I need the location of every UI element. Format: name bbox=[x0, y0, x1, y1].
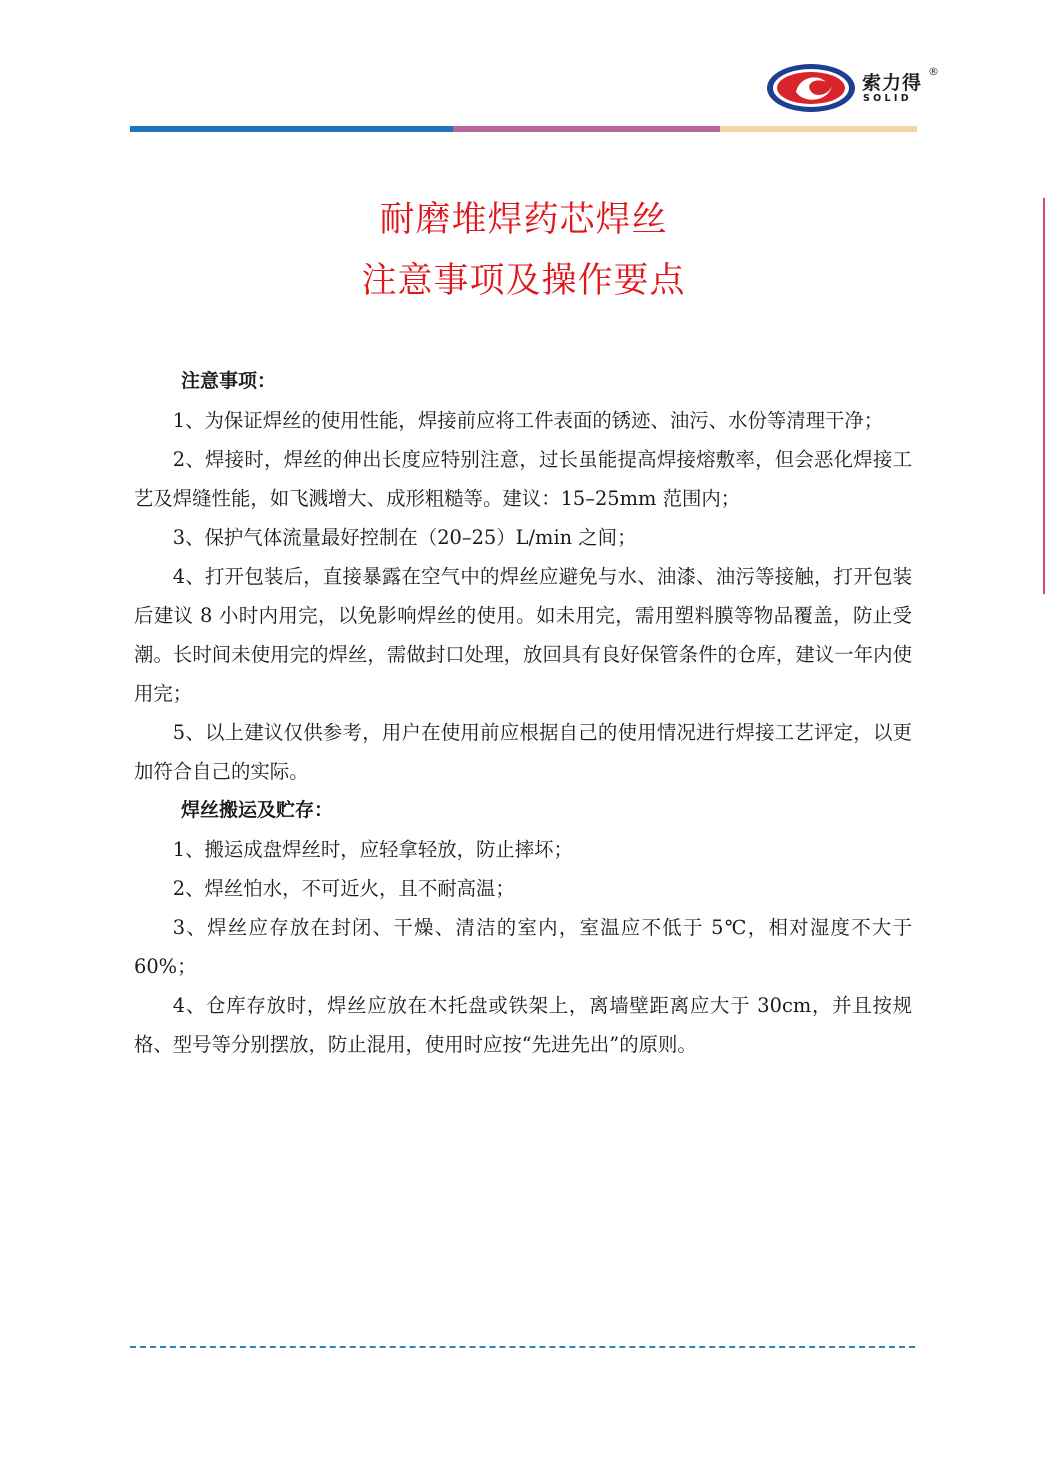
section-heading-storage: 焊丝搬运及贮存： bbox=[181, 799, 334, 821]
document-subtitle: 注意事项及操作要点 bbox=[361, 261, 686, 301]
footer-divider bbox=[130, 1346, 915, 1348]
header-bar-purple bbox=[453, 126, 720, 132]
precaution-item: 1、为保证焊丝的使用性能，焊接前应将工件表面的锈迹、油污、水份等清理干净； bbox=[172, 409, 884, 432]
brand-name-cn: 索力得 bbox=[862, 72, 923, 94]
document-title: 耐磨堆焊药芯焊丝 bbox=[379, 200, 668, 240]
header-bar-beige bbox=[720, 126, 917, 132]
precaution-item: 3、保护气体流量最好控制在（20–25）L/min 之间； bbox=[172, 526, 637, 549]
precaution-item: 2、焊接时，焊丝的伸出长度应特别注意，过长虽能提高焊接熔敷率，但会恶化焊接工艺及焊缝性能，如飞溅增大、成形粗糙等。建议：15–25mm 范围内； bbox=[134, 448, 912, 510]
solid-emblem-icon bbox=[766, 62, 858, 114]
document-body bbox=[134, 362, 912, 1064]
header-color-bar bbox=[130, 126, 917, 132]
storage-item: 1、搬运成盘焊丝时，应轻拿轻放，防止摔坏； bbox=[172, 838, 573, 861]
brand-logo bbox=[766, 62, 946, 114]
storage-item: 2、焊丝怕水，不可近火，且不耐高温； bbox=[172, 877, 515, 900]
storage-item: 3、焊丝应存放在封闭、干燥、清洁的室内，室温应不低于 5℃，相对湿度不大于 60%； bbox=[134, 916, 912, 978]
header-bar-blue bbox=[130, 126, 453, 132]
brand-name-en: SOLID bbox=[863, 93, 912, 104]
registered-mark: ® bbox=[928, 65, 939, 78]
storage-item: 4、仓库存放时，焊丝应放在木托盘或铁架上，离墙壁距离应大于 30cm，并且按规格、型号等分别摆放，防止混用，使用时应按“先进先出”的原则。 bbox=[134, 994, 912, 1056]
precaution-item: 5、以上建议仅供参考，用户在使用前应根据自己的使用情况进行焊接工艺评定，以更加符合自己的实际。 bbox=[134, 721, 912, 783]
precaution-item: 4、打开包装后，直接暴露在空气中的焊丝应避免与水、油漆、油污等接触，打开包装后建议 8 小时内用完，以免影响焊丝的使用。如未用完，需用塑料膜等物品覆盖，防止受潮。长时间未使用完的焊丝，需做封口处理，放回具有良好保管条件的仓库，建议一年内使用完； bbox=[134, 565, 912, 705]
section-heading-precautions: 注意事项： bbox=[181, 370, 277, 392]
